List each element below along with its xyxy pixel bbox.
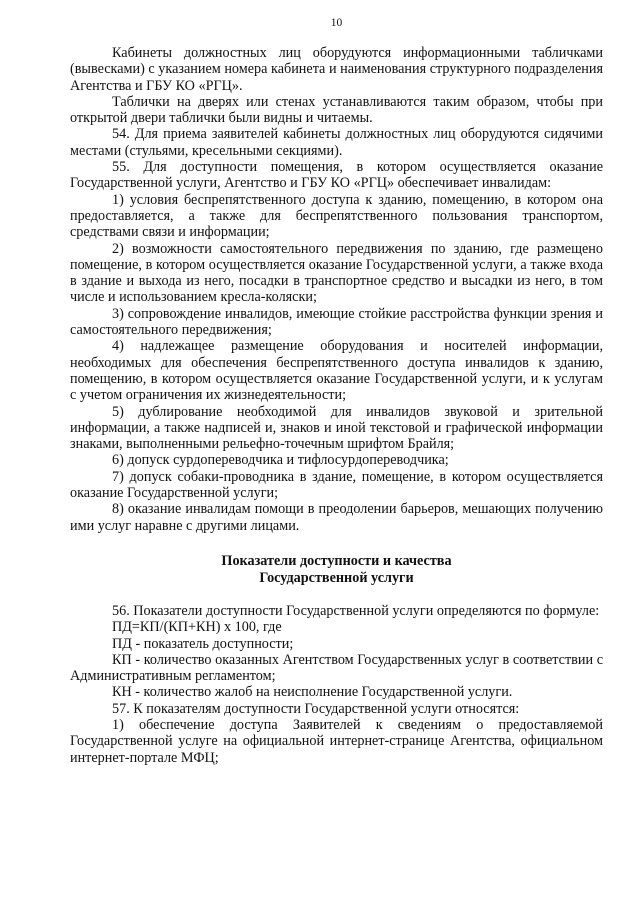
- paragraph-55: 55. Для доступности помещения, в котором осуществляется оказание Государственной услуги, Агентство и ГБУ КО «РГЦ» обеспечивает инвалидам:: [70, 159, 603, 192]
- paragraph-54: 54. Для приема заявителей кабинеты должностных лиц оборудуются сидячими местами (стульями, кресельными секциями).: [70, 126, 603, 159]
- paragraph-signage: Кабинеты должностных лиц оборудуются информационными табличками (вывесками) с указанием номера кабинета и наименования структурного подразделения Агентства и ГБУ КО «РГЦ».: [70, 45, 603, 94]
- list-item-1: 1) условия беспрепятственного доступа к зданию, помещению, в котором она предоставляется, а также для беспрепятственного пользования транспортом, средствами связи и информации;: [70, 191, 603, 241]
- document-page: [70, 0, 603, 905]
- page-number: 10: [330, 17, 343, 29]
- section-heading: [70, 553, 603, 587]
- list-item-6: 6) допуск сурдопереводчика и тифлосурдопереводчика;: [112, 452, 449, 469]
- section-heading-line2: Государственной услуги: [259, 569, 414, 586]
- list-item-5: 5) дублирование необходимой для инвалидов звуковой и зрительной информации, а также надписей и, знаков и иной текстовой и графической информации знаками, выполненными рельефно-точечным шрифтом Брайля;: [70, 403, 603, 453]
- list-item-8: 8) оказание инвалидам помощи в преодолении барьеров, мешающих получению ими услуг наравне с другими лицами.: [70, 501, 603, 534]
- paragraph-56: 56. Показатели доступности Государственной услуги определяются по формуле:: [112, 602, 600, 619]
- list-item-57-1: 1) обеспечение доступа Заявителей к сведениям о предоставляемой Государственной услуге на официальной интернет-странице Агентства, официальном интернет-портале МФЦ;: [70, 716, 603, 766]
- paragraph-door-plates: Таблички на дверях или стенах устанавливаются таким образом, чтобы при открытой двери таблички были видны и читаемы.: [70, 93, 603, 127]
- definition-kp: КП - количество оказанных Агентством Государственных услуг в соответствии с Административным регламентом;: [70, 651, 603, 685]
- definition-kn: КН - количество жалоб на неисполнение Государственной услуги.: [112, 684, 513, 701]
- document-body: [70, 45, 603, 766]
- section-heading-line1: Показатели доступности и качества: [221, 552, 452, 569]
- list-item-4: 4) надлежащее размещение оборудования и носителей информации, необходимых для обеспечения беспрепятственного доступа инвалидов к зданию, помещению, в котором осуществляется оказание Государственной услуги, и к услугам с учетом ограничения их жизнедеятельности;: [70, 338, 603, 404]
- list-item-2: 2) возможности самостоятельного передвижения по зданию, где размещено помещение, в котором осуществляется оказание Государственной услуги, а также входа в здание и выхода из него, посадки в транспортное средство и высадки из него, в том числе и использованием кресла-коляски;: [70, 240, 603, 306]
- paragraph-57: 57. К показателям доступности Государственной услуги относятся:: [112, 700, 520, 717]
- formula: ПД=КП/(КП+КН) х 100, где: [112, 619, 282, 636]
- list-item-3: 3) сопровождение инвалидов, имеющие стойкие расстройства функции зрения и самостоятельного передвижения;: [70, 305, 603, 339]
- definition-pd: ПД - показатель доступности;: [112, 635, 294, 652]
- list-item-7: 7) допуск собаки-проводника в здание, помещение, в котором осуществляется оказание Государственной услуги;: [70, 468, 603, 502]
